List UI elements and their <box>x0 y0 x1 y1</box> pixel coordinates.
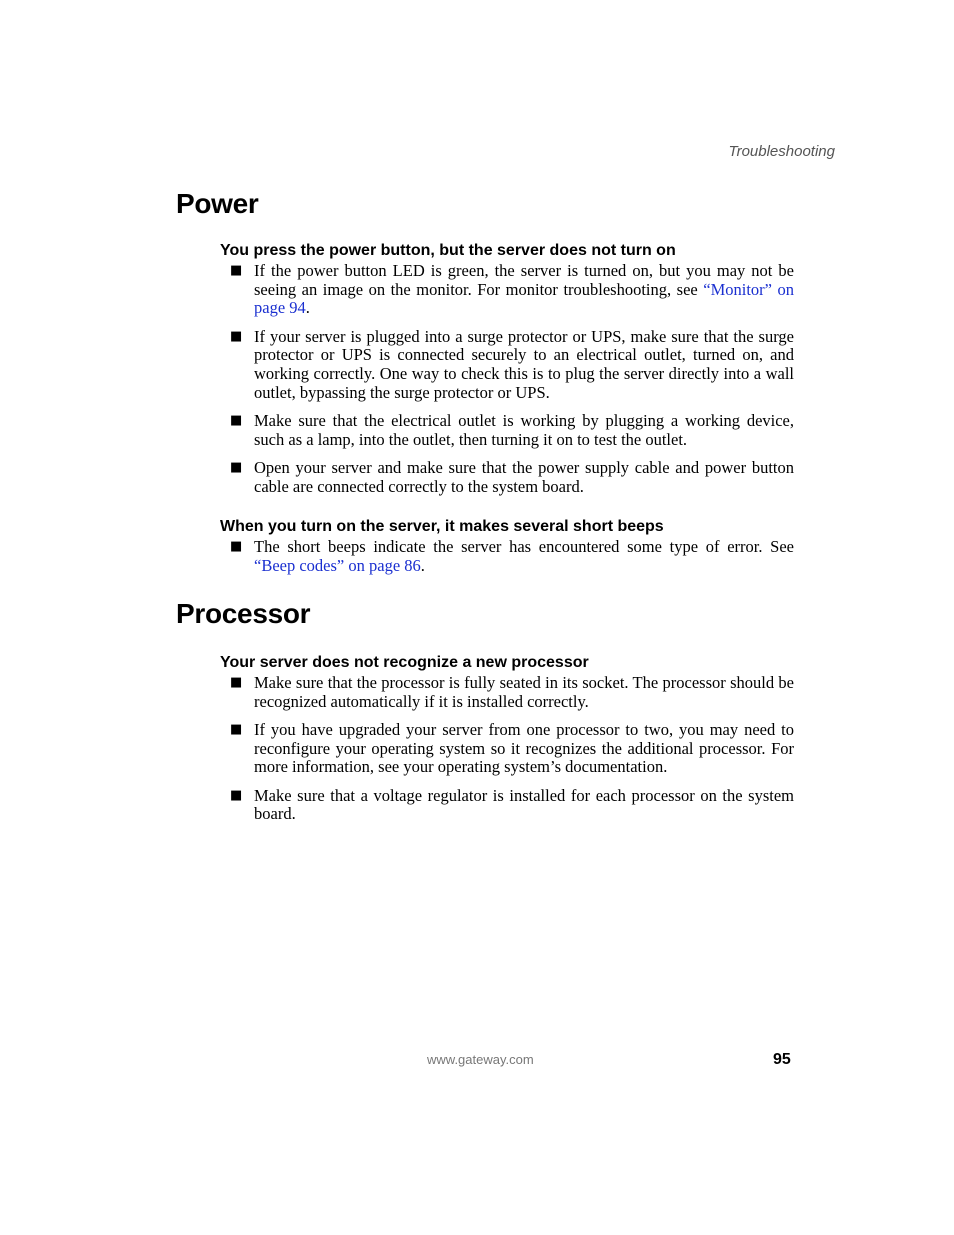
page-number: 95 <box>773 1051 791 1068</box>
list-item: ■ If the power button LED is green, the server is turned on, but you may not be seeing an image on the monitor. For monitor troubleshooting, see “Monitor” on page 94. <box>230 261 794 318</box>
beep-codes-link[interactable]: “Beep codes” on page 86 <box>254 555 421 575</box>
subheading-new-processor: Your server does not recognize a new processor <box>220 654 589 671</box>
list-item: ■ If your server is plugged into a surge protector or UPS, make sure that the surge protector or UPS is connected securely to an electrical outlet, turned on, and working correctly. One way to check this is to plug the server directly into a wall outlet, bypassing the surge protector or UPS. <box>230 326 794 402</box>
bullet-icon: ■ <box>230 787 243 803</box>
list-item: ■ The short beeps indicate the server has encountered some type of error. See “Beep codes” on page 86. <box>230 537 794 575</box>
list-item: ■ Make sure that the processor is fully seated in its socket. The processor should be recognized automatically if it is installed correctly. <box>230 673 794 711</box>
bullet-icon: ■ <box>230 263 243 278</box>
power-button-list <box>228 262 794 506</box>
bullet-icon: ■ <box>230 459 243 475</box>
bullet-icon: ■ <box>230 675 243 690</box>
bullet-icon: ■ <box>230 721 243 737</box>
section-title-power: Power <box>176 188 259 219</box>
running-header: Troubleshooting <box>728 143 835 160</box>
subheading-power-button: You press the power button, but the server does not turn on <box>220 242 676 259</box>
bullet-icon: ■ <box>230 328 243 344</box>
section-title-processor: Processor <box>176 598 311 629</box>
bullet-icon: ■ <box>230 412 243 428</box>
processor-list <box>228 674 794 833</box>
monitor-link[interactable]: “Monitor” on page 94 <box>254 279 794 318</box>
list-item: ■ Make sure that a voltage regulator is installed for each processor on the system board. <box>230 785 794 824</box>
list-item: ■ If you have upgraded your server from one processor to two, you may need to reconfigure your operating system so it recognizes the additional processor. For more information, see your operating system’s documentation. <box>230 719 794 777</box>
footer-url: www.gateway.com <box>427 1052 534 1067</box>
list-item: ■ Make sure that the electrical outlet is working by plugging a working device, such as a lamp, into the outlet, then turning it on to test the outlet. <box>230 410 794 449</box>
bullet-icon: ■ <box>230 539 243 554</box>
list-item: ■ Open your server and make sure that the power supply cable and power button cable are connected correctly to the system board. <box>230 457 794 496</box>
short-beeps-list <box>228 538 794 585</box>
subheading-short-beeps: When you turn on the server, it makes several short beeps <box>220 518 664 535</box>
